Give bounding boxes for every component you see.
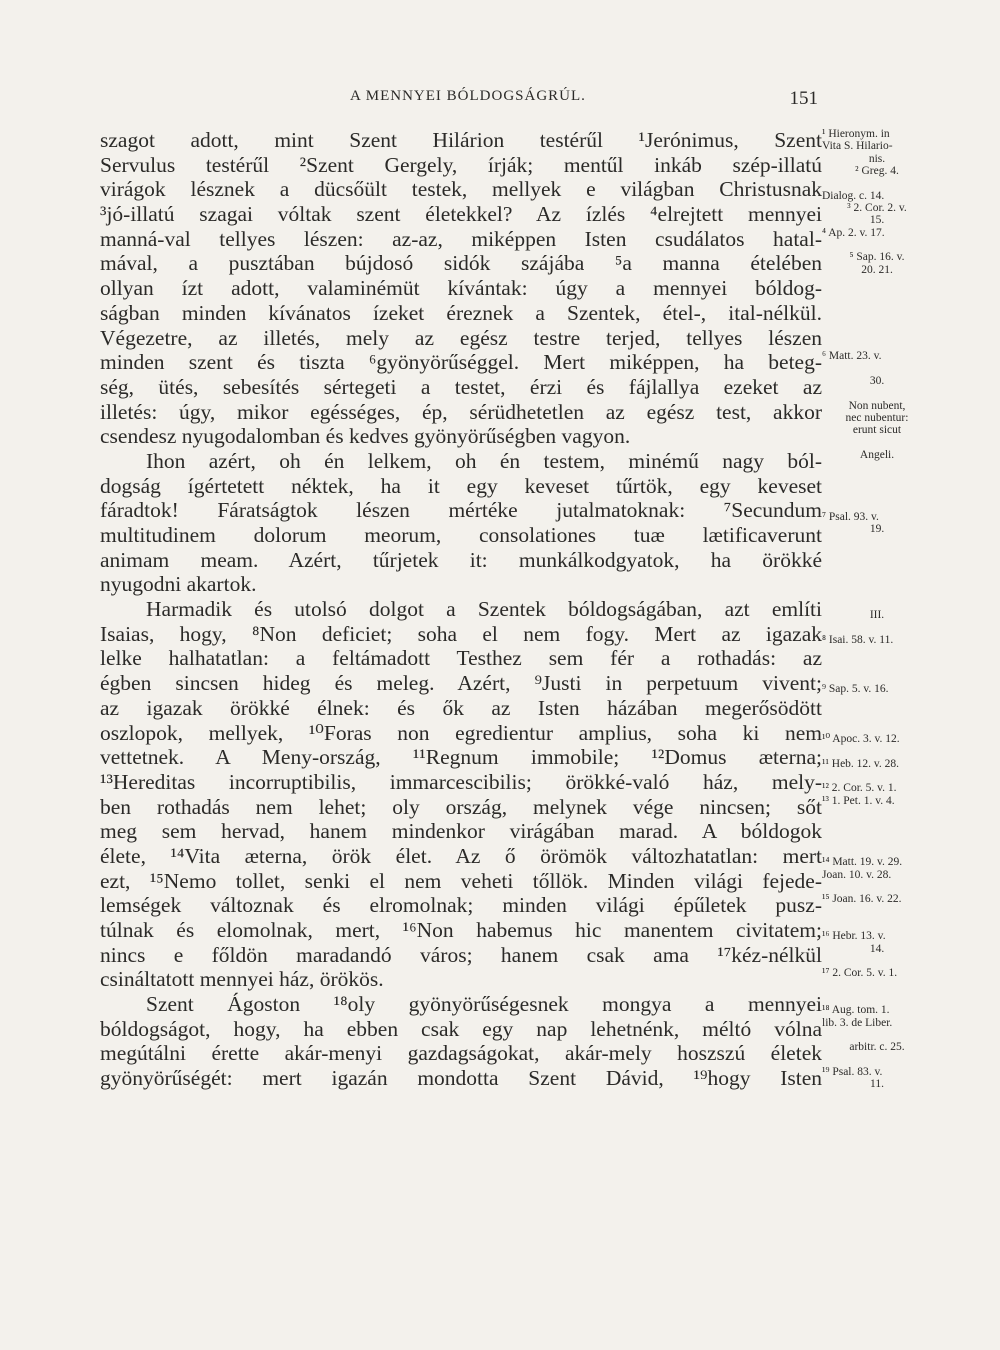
margin-note [822,486,932,498]
margin-note: ⁴ Ap. 2. v. 17. [822,226,885,239]
page-number: 151 [789,88,818,109]
text-line: oszlopok, mellyek, ¹⁰Foras non egredientur amplius, soha ki nem [100,720,822,745]
text-line: Isaias, hogy, ⁸Non deficiet; soha el nem fogy. Mert az igazak [100,621,822,646]
margin-note [822,276,932,288]
margin-note [822,671,932,683]
text-line: Szent Ágoston ¹⁸oly gyönyörűségesnek mongya a mennyei [146,992,822,1017]
text-line: meg sem hervad, hanem mindenkor virágában marad. A bóldogok [100,819,822,844]
text-line: szagot adott, mint Szent Hilárion testérűl ¹Jerónimus, Szent [100,128,822,152]
margin-note [822,363,932,375]
text-line: Harmadik és utolsó dolgot a Szentek bóldogságában, azt említi [146,597,822,622]
text-line: virágok lésznek a dücsőült testek, mellyek e világban Christusnak [100,177,822,202]
margin-note [822,906,932,918]
margin-note: ¹⁶ Hebr. 13. v. [822,930,886,943]
margin-note: 19. [869,523,885,535]
margin-note [822,918,932,930]
margin-note [822,597,932,609]
margin-note: ¹⁵ Joan. 16. v. 22. [822,893,902,906]
margin-note [822,498,932,510]
margin-note [822,585,932,597]
text-line: manná-val tellyes lészen: az-az, miképpen Isten csudálatos hatal- [100,226,822,251]
text-line: minden szent és tiszta ⁶gyönyörűséggel. Mert miképpen, ha beteg- [100,350,822,375]
margin-note [822,177,932,189]
text-line: nincs e főldön maradandó város; hanem csak ama ¹⁷kéz-nélkül [100,942,822,967]
margin-note: Angeli. [859,448,895,461]
margin-note [822,770,932,782]
margin-note: erunt sicut [852,424,902,437]
page-header [100,88,822,114]
text-line: Ihon azért, oh én lelkem, oh én testem, minémű nagy ból- [146,448,822,473]
margin-note [822,696,932,708]
margin-note: ⁸ Isai. 58. v. 11. [822,634,894,647]
margin-note: ⁷ Psal. 93. v. [822,510,879,523]
text-line: ben rothadás nem lehet; oly ország, melynek vége nincsen; sőt [100,794,822,819]
text-line: csendesz nyugodalomban és kedves gyönyörűségben vagyon. [100,424,631,449]
margin-note [822,301,932,313]
main-text [100,128,822,1091]
text-line: csináltatott mennyei ház, örökös. [100,967,384,992]
margin-note [822,881,932,893]
margin-note: ³ 2. Cor. 2. v. [847,202,907,215]
margin-note: ¹⁷ 2. Cor. 5. v. 1. [822,967,898,980]
margin-note: 20. 21. [861,263,893,276]
margin-note [822,622,932,634]
margin-note: arbitr. c. 25. [849,1041,905,1054]
margin-note: ⁹ Sap. 5. v. 16. [822,683,889,696]
margin-note [822,239,932,251]
running-title: A MENNYEI BÓLDOGSÁGRÚL. [350,88,586,104]
margin-note: Vita S. Hilario- [822,140,893,153]
text-line: ¹³Hereditas incorruptibilis, immarcescibilis; örökké-való ház, mely- [100,769,822,794]
margin-note: ¹⁴ Matt. 19. v. 29. [822,856,903,869]
text-line: animam meam. Azért, tűrjetek it: munkálkodgyatok, ha örökké [100,547,822,572]
margin-note: ⁶ Matt. 23. v. [822,350,882,363]
text-line: égben sincsen hideg és meleg. Azért, ⁹Justi in perpetuum vivent; [100,671,822,696]
text-line: ságban minden kívánatos ízeket éreznek a Szentek, étel-, ital-nélkül. [100,300,822,325]
margin-note: ¹⁹ Psal. 83. v. [822,1066,883,1079]
margin-note [822,844,932,856]
text-line: mával, a pusztában bújdosó sidók szájába ⁵a manna ételében [100,251,822,276]
margin-note [822,560,932,572]
text-line: az igazak örökké élnek: és ők az Isten házában megerősödött [100,695,822,720]
text-line: Servulus testérűl ²Szent Gergely, írják; mentűl inkáb szép-illatú [100,152,822,177]
text-line: túlnak és elomolnak, mert, ¹⁶Non habemus hic manentem civitatem; [100,918,822,942]
text-line: multitudinem dolorum meorum, consolationes tuæ lætificaverunt [100,523,822,547]
margin-note: Non nubent, [848,399,906,412]
margin-note [822,708,932,720]
text-line: ség, ütés, sebesítés sértegeti a testet, érzi és fájlallya ezeket az [100,374,822,399]
margin-note: Dialog. c. 14. [822,189,885,202]
margin-note: ¹ Hieronym. in [822,128,890,140]
text-line: gyönyörűségét: mert igazán mondotta Szent Dávid, ¹⁹hogy Isten [100,1066,822,1091]
section-numeral: III. [869,609,885,622]
margin-note: ⁵ Sap. 16. v. [849,251,905,264]
margin-note: ¹⁸ Aug. tom. 1. [822,1004,890,1017]
margin-note [822,437,932,449]
margin-note: ¹³ 1. Pet. 1. v. 4. [822,794,895,807]
text-line: dogság ígértetett néktek, ha it egy keveset tűrtök, egy keveset [100,473,822,498]
text-line: vettetnek. A Meny-ország, ¹¹Regnum immobile; ¹²Domus æterna; [100,745,822,770]
margin-note: nis. [868,152,886,165]
margin-note [822,721,932,733]
margin-note: 11. [870,1078,884,1091]
margin-note: ¹² 2. Cor. 5. v. 1. [822,782,897,795]
margin-note [822,338,932,350]
text-line: ³jó-illatú szagai vóltak szent életekkel? Az ízlés ⁴elrejtett mennyei [100,202,822,227]
text-line: bóldogságot, hogy, ha ebben csak egy nap lehetnénk, méltó vólna [100,1016,822,1041]
text-line: lemségek változnak és elromolnak; minden világi épűletek pusz- [100,893,822,918]
margin-note [822,461,932,473]
margin-note [822,313,932,325]
text-line: ezt, ¹⁵Nemo tollet, senki el nem veheti tőllök. Minden világi fejede- [100,868,822,893]
margin-note [822,548,932,560]
margin-note: ¹⁰ Apoc. 3. v. 12. [822,732,900,745]
margin-notes [822,128,932,1091]
text-line: illetés: úgy, mikor egésséges, ép, sérüdhetetlen az egész test, akkor [100,399,822,424]
margin-note: ² Greg. 4. [855,165,899,178]
margin-note [822,980,932,992]
margin-note [822,572,932,584]
margin-note [822,387,932,399]
margin-note [822,832,932,844]
margin-note: ¹¹ Heb. 12. v. 28. [822,757,900,770]
text-line: ollyan ízt adott, valaminémüt kívántak: úgy a mennyei bóldog- [100,276,822,301]
margin-note: 15. [869,214,885,227]
margin-note: nec nubentur: [845,411,909,424]
margin-note [822,955,932,967]
margin-note [822,474,932,486]
margin-note [822,1029,932,1041]
text-line: fáradtok! Fáratságtok lészen mértéke jutalmatoknak: ⁷Secundum [100,498,822,523]
text-line: élete, ¹⁴Vita æterna, örök élet. Az ő örömök változhatatlan: mert [100,843,822,868]
text-line: Végezetre, az illetés, mely az egész testre terjed, tellyes lészen [100,325,822,350]
text-line: nyugodni akartok. [100,572,257,597]
margin-note [822,745,932,757]
margin-note: Joan. 10. v. 28. [822,868,892,881]
margin-note: 30. [869,374,885,387]
margin-note: lib. 3. de Liber. [822,1016,893,1029]
margin-note [822,992,932,1004]
margin-note [822,646,932,658]
margin-note [822,659,932,671]
text-line: megútálni érette akár-menyi gazdagságokat, akár-mely hoszszú életek [100,1041,822,1066]
margin-note: 14. [869,942,885,955]
margin-note [822,535,932,547]
margin-note [822,1054,932,1066]
margin-note [822,288,932,300]
text-line: lelke halhatatlan: a feltámadott Testhez sem fér a rothadás: az [100,646,822,671]
margin-note [822,326,932,338]
margin-note [822,819,932,831]
margin-note [822,807,932,819]
